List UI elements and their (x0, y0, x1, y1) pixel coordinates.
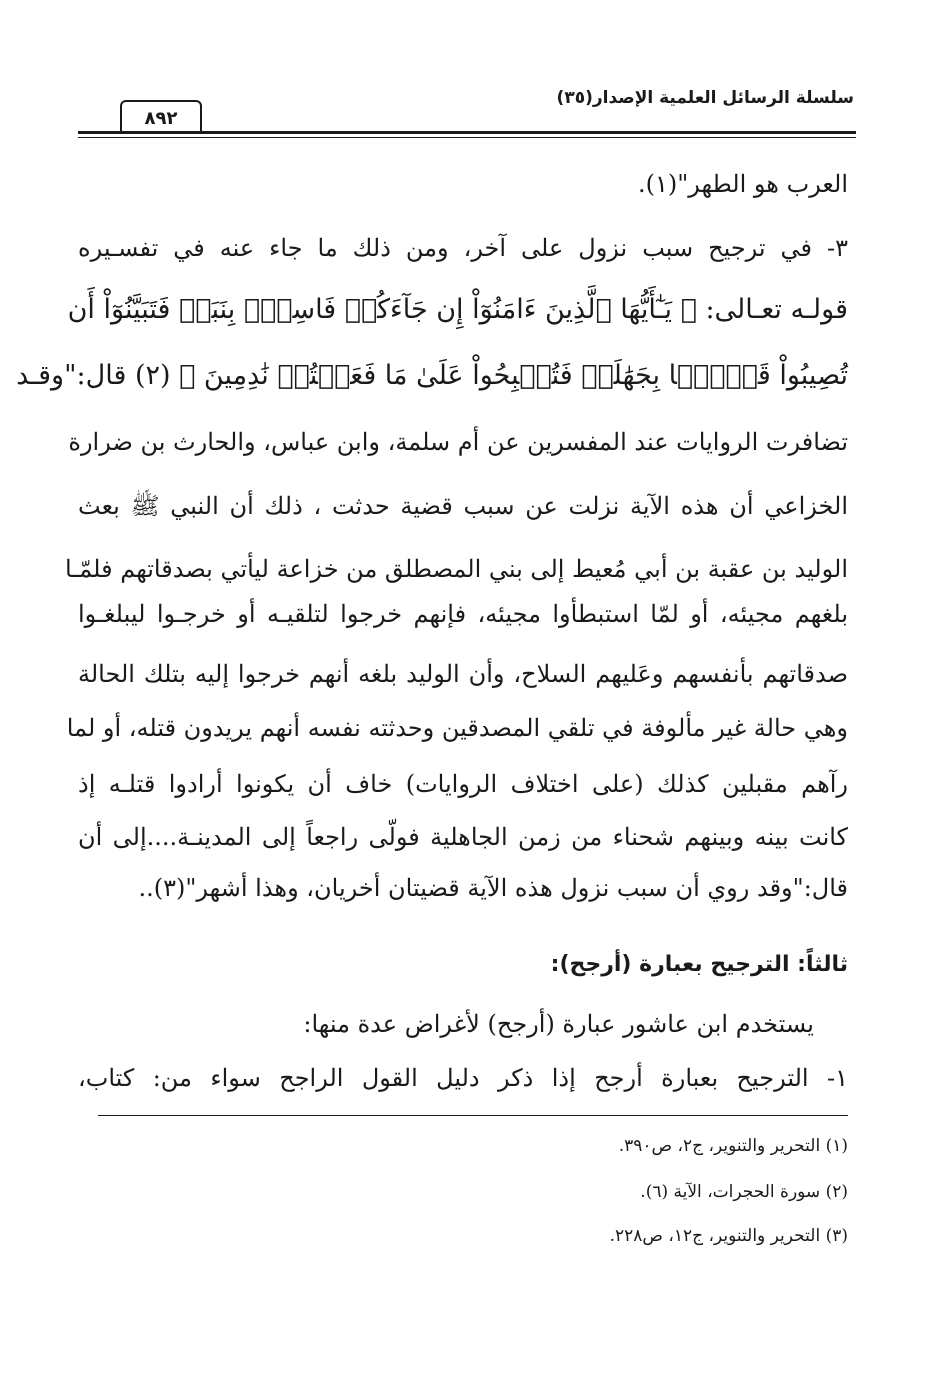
header-rule (78, 131, 856, 134)
body-line: الوليد بن عقبة بن أبي مُعيط إلى بني المصطلق من خزاعة ليأتي بصدقاتهم فلمّـا (64, 555, 848, 583)
body-line: العرب هو الطهر"(١). (638, 170, 848, 198)
body-line: ٣- في ترجيح سبب نزول على آخر، ومن ذلك ما جاء عنه في تفسـيره (78, 234, 848, 262)
body-line: رآهم مقبلين كذلك (على اختلاف الروايات) خاف أن يكونوا أرادوا قتلـه إذ (78, 770, 848, 798)
footnote: (٣) التحرير والتنوير، ج١٢، ص٢٢٨. (609, 1226, 848, 1246)
body-line: كانت بينه وبينهم شحناء من زمن الجاهلية فولّى راجعاً إلى المدينـة....إلى أن (78, 823, 848, 851)
body-line: تضافرت الروايات عند المفسرين عن أم سلمة، وابن عباس، والحارث بن ضرارة (68, 428, 848, 456)
section-line: ١- الترجيح بعبارة أرجح إذا ذكر دليل القول الراجح سواء من: كتاب، (78, 1064, 848, 1092)
body-line: الخزاعي أن هذه الآية نزلت عن سبب قضية حدثت ، ذلك أن النبي ﷺ بعث (78, 492, 848, 520)
section-heading: ثالثاً: الترجيح بعبارة (أرجح): (550, 952, 848, 977)
footnote: (١) التحرير والتنوير، ج٢، ص٣٩٠. (618, 1136, 848, 1156)
footnote-separator (98, 1115, 848, 1116)
page-number: ٨٩٢ (120, 100, 202, 134)
body-line: وهي حالة غير مألوفة في تلقي المصدقين وحدثته نفسه أنهم يريدون قتله، أو لما (66, 714, 848, 742)
header-rule-thin (78, 137, 856, 138)
section-line: يستخدم ابن عاشور عبارة (أرجح) لأغراض عدة منها: (303, 1010, 814, 1038)
body-line: قال:"وقد روي أن سبب نزول هذه الآية قضيتان أخريان، وهذا أشهر"(٣).. (138, 874, 848, 902)
footnote: (٢) سورة الحجرات، الآية (٦). (640, 1182, 848, 1202)
quran-verse-line: تُصِيبُواْ قَوۡمَۢا بِجَهَٰلَةٖ فَتُصۡبِحُواْ عَلَىٰ مَا فَعَلۡتُمۡ نَٰدِمِينَ ﴾ (٢) قال:"وقـد (16, 360, 848, 391)
body-line: بلغهم مجيئه، أو لمّا استبطأوا مجيئه، فإنهم خرجوا لتلقيـه أو خرجـوا ليبلغـوا (78, 600, 848, 628)
body-line: صدقاتهم بأنفسهم وعَليهم السلاح، وأن الوليد بلغه أنهم خرجوا إليه بتلك الحالة (78, 660, 848, 688)
series-title: سلسلة الرسائل العلمية الإصدار(٣٥) (556, 88, 854, 108)
quran-verse-line: قولـه تعـالى: ﴿ يَـٰٓأَيُّهَا ٱلَّذِينَ ءَامَنُوٓاْ إِن جَآءَكُمۡ فَاسِقُۢ بِنَبَإٖ فَتَبَيَّنُوٓاْ أَن (67, 294, 848, 325)
